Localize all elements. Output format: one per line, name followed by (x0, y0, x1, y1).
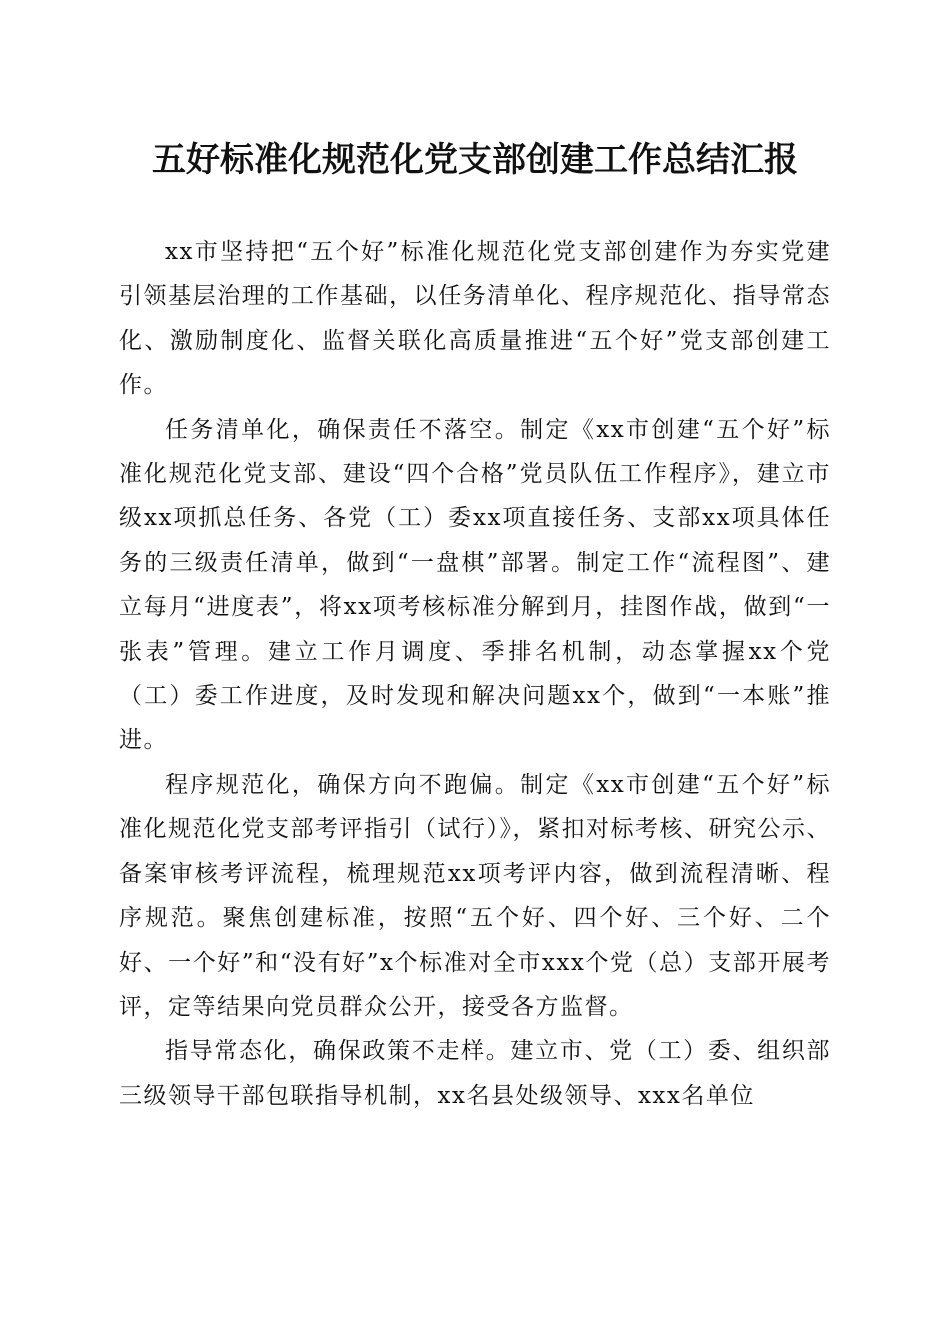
paragraph-intro: xx市坚持把“五个好”标准化规范化党支部创建作为夯实党建引领基层治理的工作基础，以任务清单化、程序规范化、指导常态化、激励制度化、监督关联化高质量推进“五个好”党支部创建工作。 (119, 239, 831, 399)
paragraph-procedure: 程序规范化，确保方向不跑偏。制定《xx市创建“五个好”标准化规范化党支部考评指引（试行）》，紧扣对标考核、研究公示、备案审核考评流程，梳理规范xx项考评内容，做到流程清晰、程序规范。聚焦创建标准，按照“五个好、四个好、三个好、二个好、一个好”和“没有好”x个标准对全市xxx个党（总）支部开展考评，定等结果向党员群众公开，接受各方监督。 (119, 771, 831, 1020)
paragraph-guidance: 指导常态化，确保政策不走样。建立市、党（工）委、组织部三级领导干部包联指导机制，xx名县处级领导、xxx名单位 (119, 1038, 831, 1109)
document-body (119, 230, 831, 1118)
document-title: 五好标准化规范化党支部创建工作总结汇报 (152, 140, 798, 180)
paragraph-task-list: 任务清单化，确保责任不落空。制定《xx市创建“五个好”标准化规范化党支部、建设“四个合格”党员队伍工作程序》，建立市级xx项抓总任务、各党（工）委xx项直接任务、支部xx项具体任务的三级责任清单，做到“一盘棋”部署。制定工作“流程图”、建立每月“进度表”，将xx项考核标准分解到月，挂图作战，做到“一张表”管理。建立工作月调度、季排名机制，动态掌握xx个党（工）委工作进度，及时发现和解决问题xx个，做到“一本账”推进。 (119, 416, 831, 754)
